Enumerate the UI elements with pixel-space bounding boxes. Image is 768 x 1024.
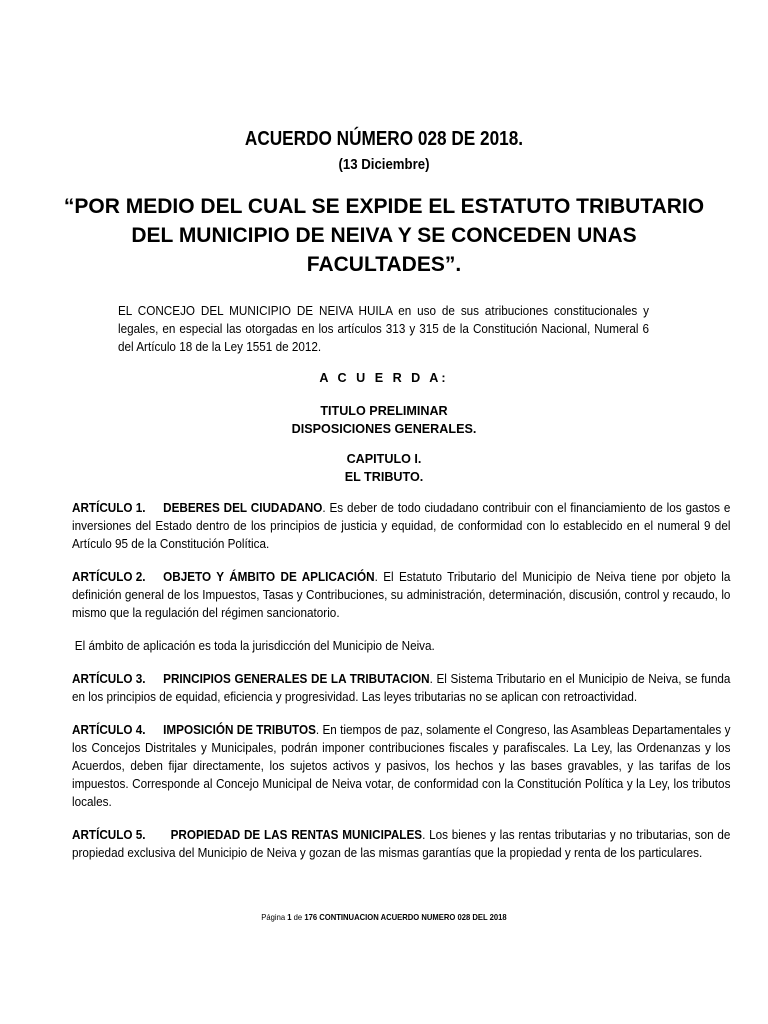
article-5	[72, 826, 730, 862]
acuerda-heading: A C U E R D A:	[319, 371, 449, 385]
document-date: (13 Diciembre)	[338, 156, 430, 173]
article-heading: IMPOSICIÓN DE TRIBUTOS	[163, 723, 316, 737]
footer-pagina: Página	[261, 912, 286, 922]
article-4	[72, 721, 730, 811]
subject-line: DEL MUNICIPIO DE NEIVA Y SE CONCEDEN UNAS	[131, 224, 637, 247]
footer-page-number: 1	[287, 912, 292, 922]
titulo-preliminar: TITULO PRELIMINAR	[320, 404, 448, 418]
article-text: . Los bienes y las rentas tributarias y no tributarias, son de propiedad exclusiva del Municipio de Neiva y gozan de las mismas garantías que la propiedad y renta de los particulares.	[72, 828, 731, 860]
article-text: . En tiempos de paz, solamente el Congreso, las Asambleas Departamentales y los Concejos Distritales y Municipales, podrán imponer contribuciones fiscales y parafiscales. La Ley, las Ordenanzas y los Acuerdos, deben fijar directamente, los sujetos activos y pasivos, los hechos y las bases gravables, y las tarifas de los impuestos. Corresponde al Concejo Municipal de Neiva votar, de conformidad con la Constitución Política y la Ley, los tributos locales.	[72, 723, 731, 809]
article-heading: PRINCIPIOS GENERALES DE LA TRIBUTACION	[163, 672, 430, 686]
article-number: ARTÍCULO 1.	[72, 501, 146, 515]
article-heading: DEBERES DEL CIUDADANO	[163, 501, 323, 515]
footer-total-pages: 176	[304, 912, 318, 922]
article-number: ARTÍCULO 4.	[72, 723, 146, 737]
articles-section	[72, 499, 731, 877]
article-number: ARTÍCULO 3.	[72, 672, 146, 686]
article-text: . El Estatuto Tributario del Municipio de Neiva tiene por objeto la definición general de los Impuestos, Tasas y Contribuciones, su administración, determinación, discusión, control y recaudo, lo mismo que la regulación del régimen sancionatorio.	[72, 570, 731, 620]
document-subject	[60, 192, 708, 279]
article-number: ARTÍCULO 2.	[72, 570, 146, 584]
capitulo-label: CAPITULO I.	[346, 452, 422, 466]
subject-line: FACULTADES”.	[306, 253, 462, 276]
article-text: . Es deber de todo ciudadano contribuir con el financiamiento de los gastos e inversiones del Estado dentro de los principios de justicia y equidad, de conformidad con lo establecido en el numeral 9 del Artículo 95 de la Constitución Política.	[72, 501, 731, 551]
footer-continuation: CONTINUACION ACUERDO NUMERO 028 DEL 2018	[319, 912, 507, 922]
document-title: ACUERDO NÚMERO 028 DE 2018.	[244, 128, 524, 150]
intro-paragraph: EL CONCEJO DEL MUNICIPIO DE NEIVA HUILA en uso de sus atribuciones constitucionales y legales, en especial las otorgadas en los artículos 313 y 315 de la Constitución Nacional, Numeral 6 del Artículo 18 de la Ley 1551 de 2012.	[118, 304, 650, 354]
article-1	[72, 499, 730, 553]
ambito-note: El ámbito de aplicación es toda la jurisdicción del Municipio de Neiva.	[74, 639, 435, 653]
article-2	[72, 568, 730, 622]
article-number: ARTÍCULO 5.	[72, 828, 146, 842]
title-heading	[0, 402, 768, 438]
article-heading: PROPIEDAD DE LAS RENTAS MUNICIPALES	[170, 828, 423, 842]
page-footer	[38, 912, 729, 922]
chapter-title: EL TRIBUTO.	[344, 470, 424, 484]
footer-de: de	[293, 912, 303, 922]
subject-line: “POR MEDIO DEL CUAL SE EXPIDE EL ESTATUTO TRIBUTARIO	[63, 195, 705, 218]
article-3	[72, 670, 730, 706]
article-text: . El Sistema Tributario en el Municipio de Neiva, se funda en los principios de equidad, eficiencia y progresividad. Las leyes tributarias no se aplican con retroactividad.	[72, 672, 731, 704]
chapter-heading	[0, 450, 768, 486]
disposiciones-generales: DISPOSICIONES GENERALES.	[291, 422, 477, 436]
article-heading: OBJETO Y ÁMBITO DE APLICACIÓN	[163, 570, 375, 584]
